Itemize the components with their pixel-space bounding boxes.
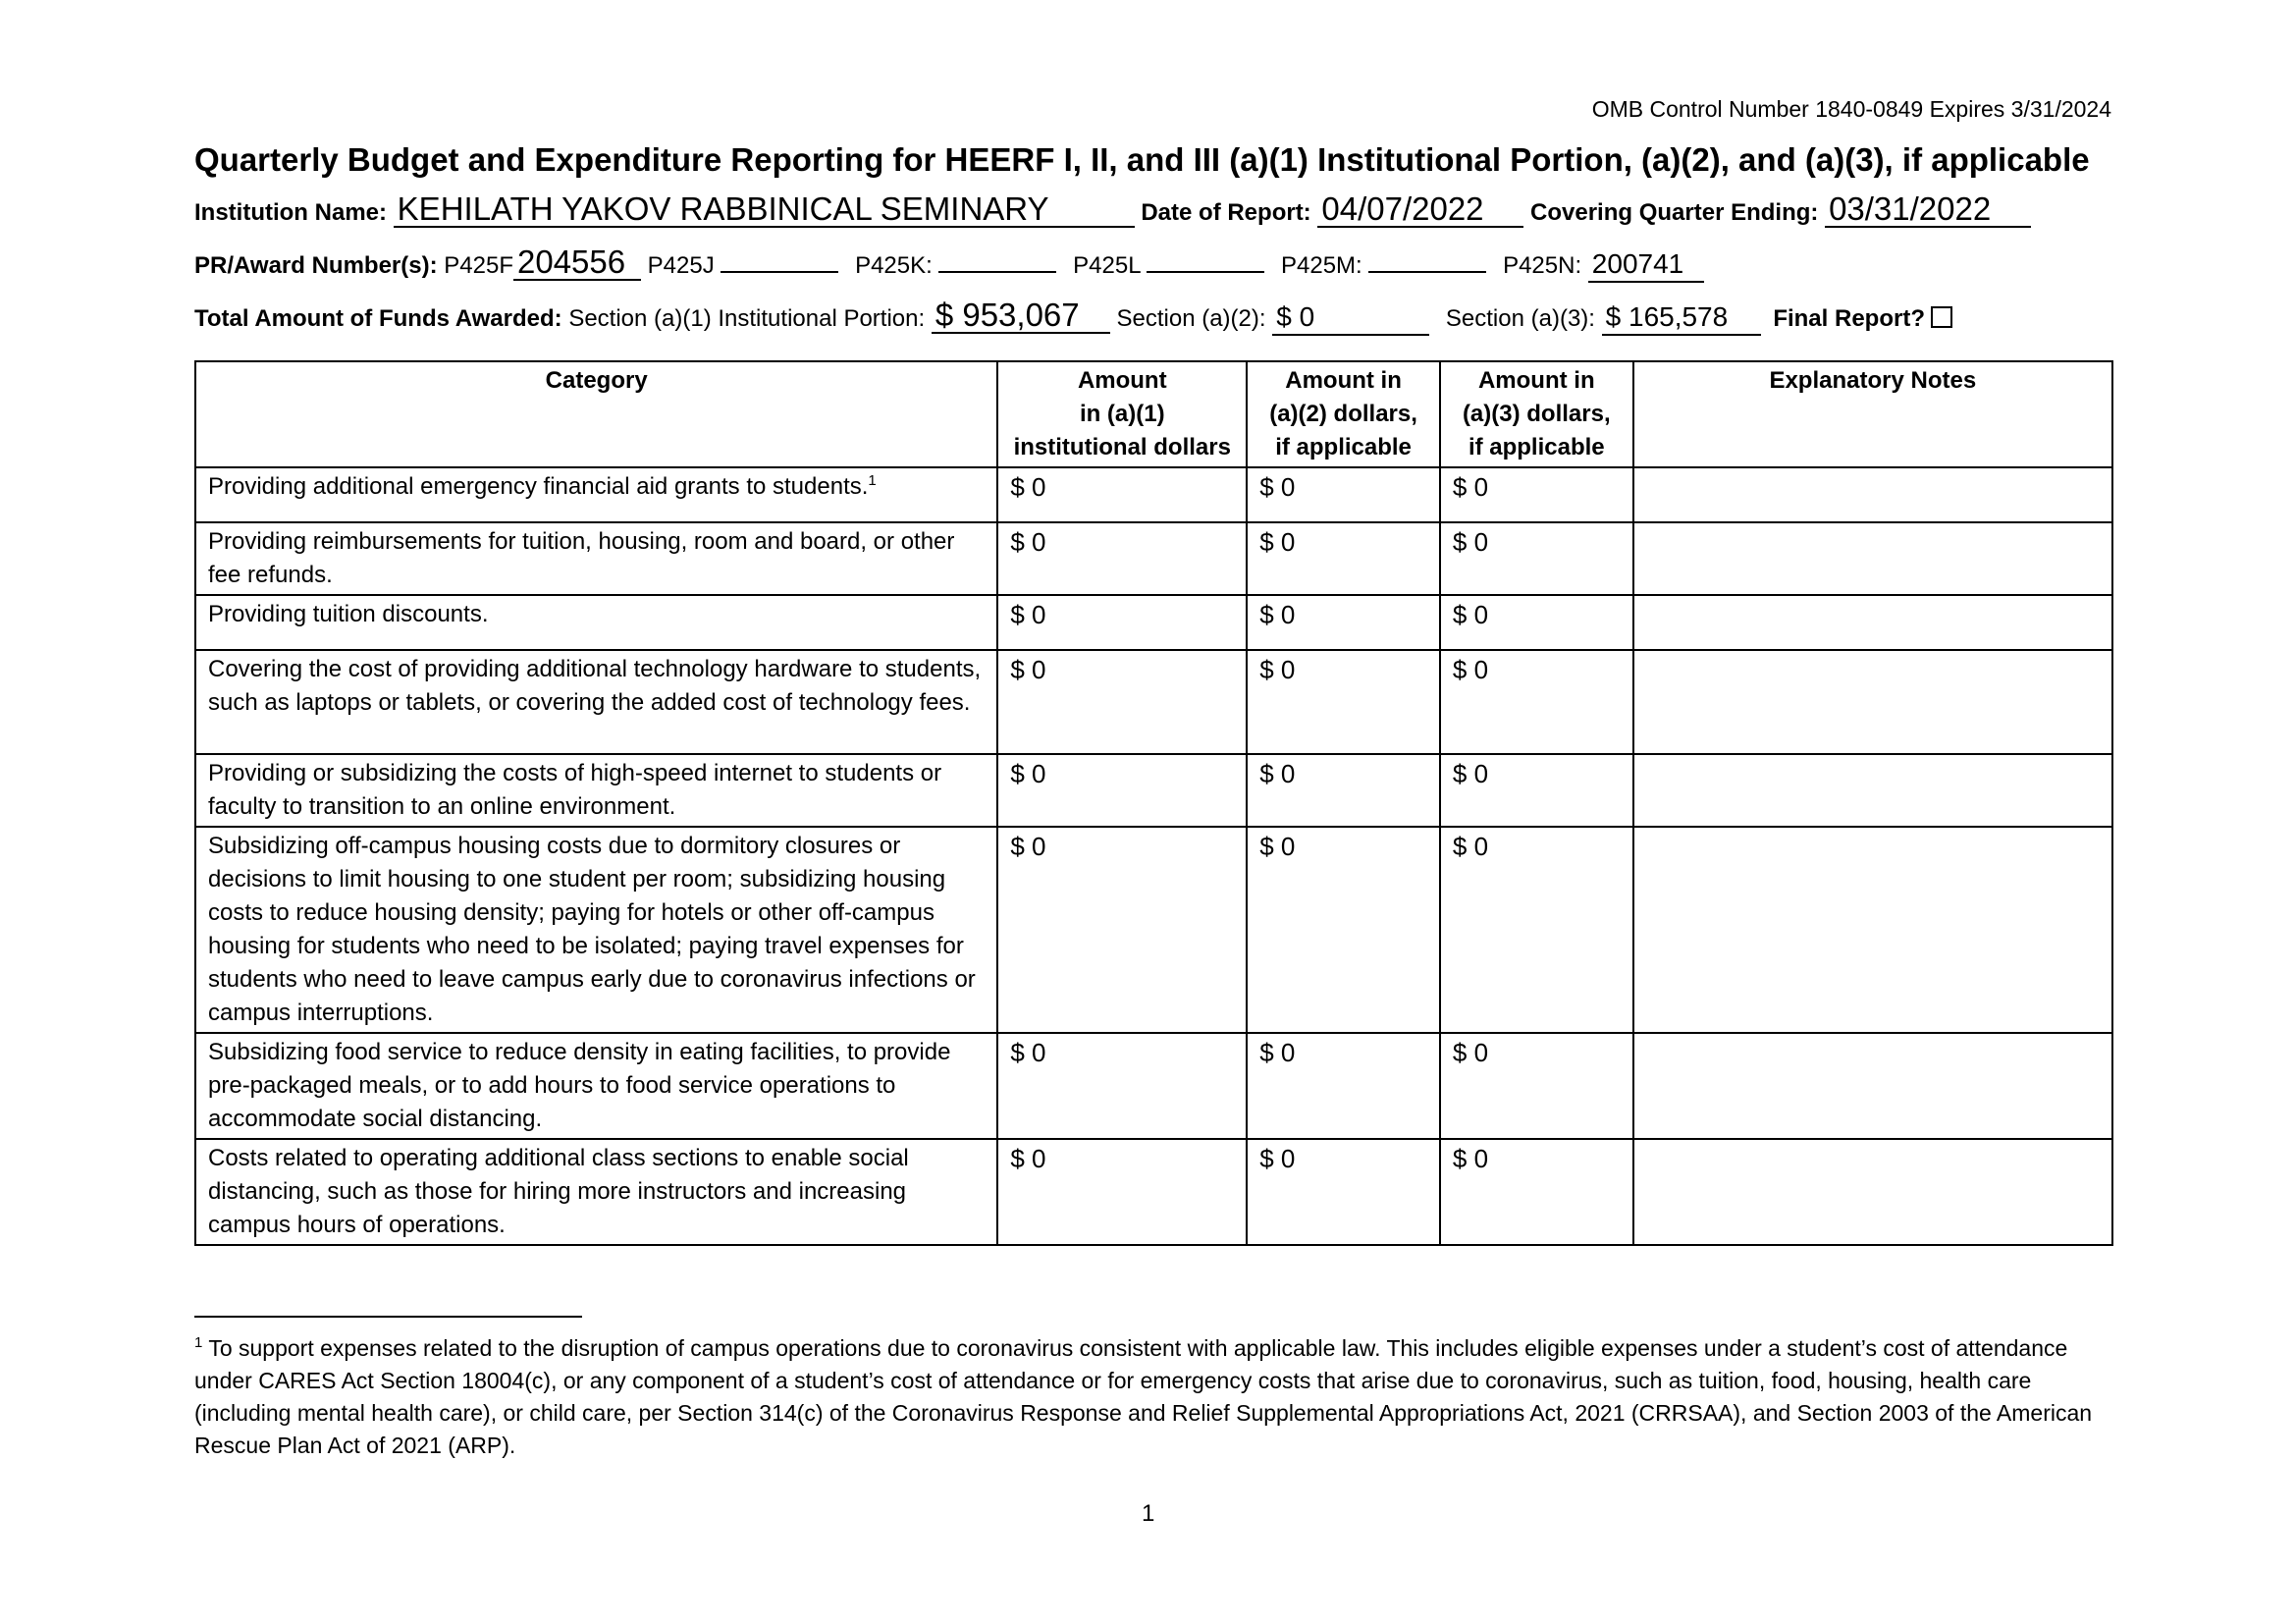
a2-amount-cell[interactable]: $ 0 — [1247, 754, 1440, 827]
a1-amount-cell[interactable]: $ 0 — [997, 522, 1247, 595]
institution-label: Institution Name: — [194, 199, 387, 226]
table-row — [195, 827, 2112, 1033]
footnote — [194, 1332, 2118, 1462]
header-a2-line2: (a)(2) dollars, — [1269, 401, 1417, 427]
a1-total-field[interactable]: $ 953,067 — [932, 298, 1110, 334]
institution-line — [194, 192, 2031, 228]
a3-amount-cell[interactable]: $ 0 — [1440, 650, 1633, 754]
a1-amount-cell[interactable]: $ 0 — [997, 595, 1247, 650]
header-a1 — [997, 361, 1247, 467]
a2-label: Section (a)(2): — [1116, 305, 1266, 332]
page-number: 1 — [1142, 1500, 1155, 1527]
notes-cell[interactable] — [1633, 595, 2112, 650]
p425f-field[interactable]: 204556 — [513, 245, 641, 281]
p425l-field[interactable] — [1147, 251, 1264, 273]
header-a2 — [1247, 361, 1440, 467]
header-a2-line1: Amount in — [1285, 367, 1402, 394]
final-report-label: Final Report? — [1773, 305, 1925, 332]
p425l-label: P425L — [1073, 252, 1141, 279]
total-label: Total Amount of Funds Awarded: — [194, 305, 562, 332]
header-a3-line2: (a)(3) dollars, — [1462, 401, 1611, 427]
header-a1-line1: Amount — [1077, 367, 1167, 394]
notes-cell[interactable] — [1633, 1139, 2112, 1245]
p425j-label: P425J — [647, 252, 715, 279]
p425n-field[interactable]: 200741 — [1588, 247, 1704, 283]
footnote-divider — [194, 1316, 582, 1318]
a3-amount-cell[interactable]: $ 0 — [1440, 595, 1633, 650]
p425k-label: P425K: — [855, 252, 933, 279]
award-label: PR/Award Number(s): — [194, 252, 438, 279]
award-numbers-line — [194, 245, 1704, 283]
table-row — [195, 1033, 2112, 1139]
a3-amount-cell[interactable]: $ 0 — [1440, 522, 1633, 595]
total-funds-line — [194, 298, 1952, 336]
a2-amount-cell[interactable]: $ 0 — [1247, 1033, 1440, 1139]
omb-control-number: OMB Control Number 1840-0849 Expires 3/31/2024 — [1591, 96, 2111, 122]
category-text: Providing additional emergency financial aid grants to students. — [208, 473, 869, 500]
a3-amount-cell[interactable]: $ 0 — [1440, 1033, 1633, 1139]
table-row — [195, 467, 2112, 522]
a1-label: Section (a)(1) Institutional Portion: — [568, 305, 926, 332]
header-a3-line1: Amount in — [1477, 367, 1595, 394]
a3-amount-cell[interactable]: $ 0 — [1440, 754, 1633, 827]
category-cell: Covering the cost of providing additional technology hardware to students, such as laptops or tablets, or covering the added cost of technology fees. — [195, 650, 997, 754]
notes-cell[interactable] — [1633, 827, 2112, 1033]
header-a3 — [1440, 361, 1633, 467]
a1-amount-cell[interactable]: $ 0 — [997, 1033, 1247, 1139]
date-label: Date of Report: — [1141, 199, 1311, 226]
a3-total-field[interactable]: $ 165,578 — [1602, 300, 1761, 336]
a2-amount-cell[interactable]: $ 0 — [1247, 1139, 1440, 1245]
a2-amount-cell[interactable]: $ 0 — [1247, 827, 1440, 1033]
category-cell: Subsidizing food service to reduce density in eating facilities, to provide pre-packaged meals, or to add hours to food service operations to accommodate social distancing. — [195, 1033, 997, 1139]
covering-quarter-field[interactable]: 03/31/2022 — [1825, 192, 2031, 228]
a3-amount-cell[interactable]: $ 0 — [1440, 467, 1633, 522]
table-row — [195, 1139, 2112, 1245]
table-row — [195, 650, 2112, 754]
category-cell: Providing or subsidizing the costs of high-speed internet to students or faculty to transition to an online environment. — [195, 754, 997, 827]
header-a3-line3: if applicable — [1468, 434, 1605, 460]
a2-total-field[interactable]: $ 0 — [1272, 300, 1429, 336]
header-a1-line2: in (a)(1) — [1079, 401, 1165, 427]
footnote-ref: 1 — [868, 472, 877, 489]
a1-amount-cell[interactable]: $ 0 — [997, 1139, 1247, 1245]
a2-amount-cell[interactable]: $ 0 — [1247, 522, 1440, 595]
footnote-marker: 1 — [194, 1334, 203, 1351]
notes-cell[interactable] — [1633, 1033, 2112, 1139]
a2-amount-cell[interactable]: $ 0 — [1247, 467, 1440, 522]
date-of-report-field[interactable]: 04/07/2022 — [1317, 192, 1523, 228]
category-cell: Costs related to operating additional class sections to enable social distancing, such as those for hiring more instructors and increasing campus hours of operations. — [195, 1139, 997, 1245]
table-row — [195, 595, 2112, 650]
p425f-label: P425F — [444, 252, 513, 279]
a2-amount-cell[interactable]: $ 0 — [1247, 595, 1440, 650]
a1-amount-cell[interactable]: $ 0 — [997, 827, 1247, 1033]
institution-name-field[interactable]: KEHILATH YAKOV RABBINICAL SEMINARY — [394, 192, 1135, 228]
category-cell: Subsidizing off-campus housing costs due to dormitory closures or decisions to limit housing to one student per room; subsidizing housing costs to reduce housing density; paying for hotels or other off-campus housing for students who need to be isolated; paying travel expenses for students who need to leave campus early due to coronavirus infections or campus interruptions. — [195, 827, 997, 1033]
header-a2-line3: if applicable — [1275, 434, 1412, 460]
p425m-field[interactable] — [1368, 251, 1486, 273]
a3-amount-cell[interactable]: $ 0 — [1440, 1139, 1633, 1245]
category-cell — [195, 467, 997, 522]
notes-cell[interactable] — [1633, 522, 2112, 595]
final-report-checkbox[interactable] — [1931, 306, 1952, 328]
quarter-label: Covering Quarter Ending: — [1530, 199, 1819, 226]
p425k-field[interactable] — [938, 251, 1056, 273]
header-a1-line3: institutional dollars — [1013, 434, 1231, 460]
p425m-label: P425M: — [1281, 252, 1362, 279]
a3-amount-cell[interactable]: $ 0 — [1440, 827, 1633, 1033]
a1-amount-cell[interactable]: $ 0 — [997, 467, 1247, 522]
p425j-field[interactable] — [721, 251, 838, 273]
notes-cell[interactable] — [1633, 754, 2112, 827]
p425n-label: P425N: — [1503, 252, 1582, 279]
header-category: Category — [195, 361, 997, 467]
a1-amount-cell[interactable]: $ 0 — [997, 650, 1247, 754]
table-row — [195, 522, 2112, 595]
category-cell: Providing reimbursements for tuition, housing, room and board, or other fee refunds. — [195, 522, 997, 595]
page-title: Quarterly Budget and Expenditure Reporting for HEERF I, II, and III (a)(1) Institutional Portion, (a)(2), and (a)(3), if applicable — [194, 141, 2090, 178]
table-header-row — [195, 361, 2112, 467]
category-cell: Providing tuition discounts. — [195, 595, 997, 650]
notes-cell[interactable] — [1633, 467, 2112, 522]
a1-amount-cell[interactable]: $ 0 — [997, 754, 1247, 827]
header-notes: Explanatory Notes — [1633, 361, 2112, 467]
notes-cell[interactable] — [1633, 650, 2112, 754]
a3-label: Section (a)(3): — [1445, 305, 1595, 332]
footnote-text: To support expenses related to the disruption of campus operations due to coronavirus consistent with applicable law. This includes eligible expenses under a student’s cost of attendance under CARES Act Section 18004(c), or any component of a student’s cost of attendance or for emergency costs that arise due to coronavirus, such as tuition, food, housing, health care (including mental health care), or child care, per Section 314(c) of the Coronavirus Response and Relief Supplemental Appropriations Act, 2021 (CRRSAA), and Section 2003 of the American Rescue Plan Act of 2021 (ARP). — [194, 1335, 2093, 1458]
budget-table — [194, 360, 2113, 1246]
table-row — [195, 754, 2112, 827]
a2-amount-cell[interactable]: $ 0 — [1247, 650, 1440, 754]
